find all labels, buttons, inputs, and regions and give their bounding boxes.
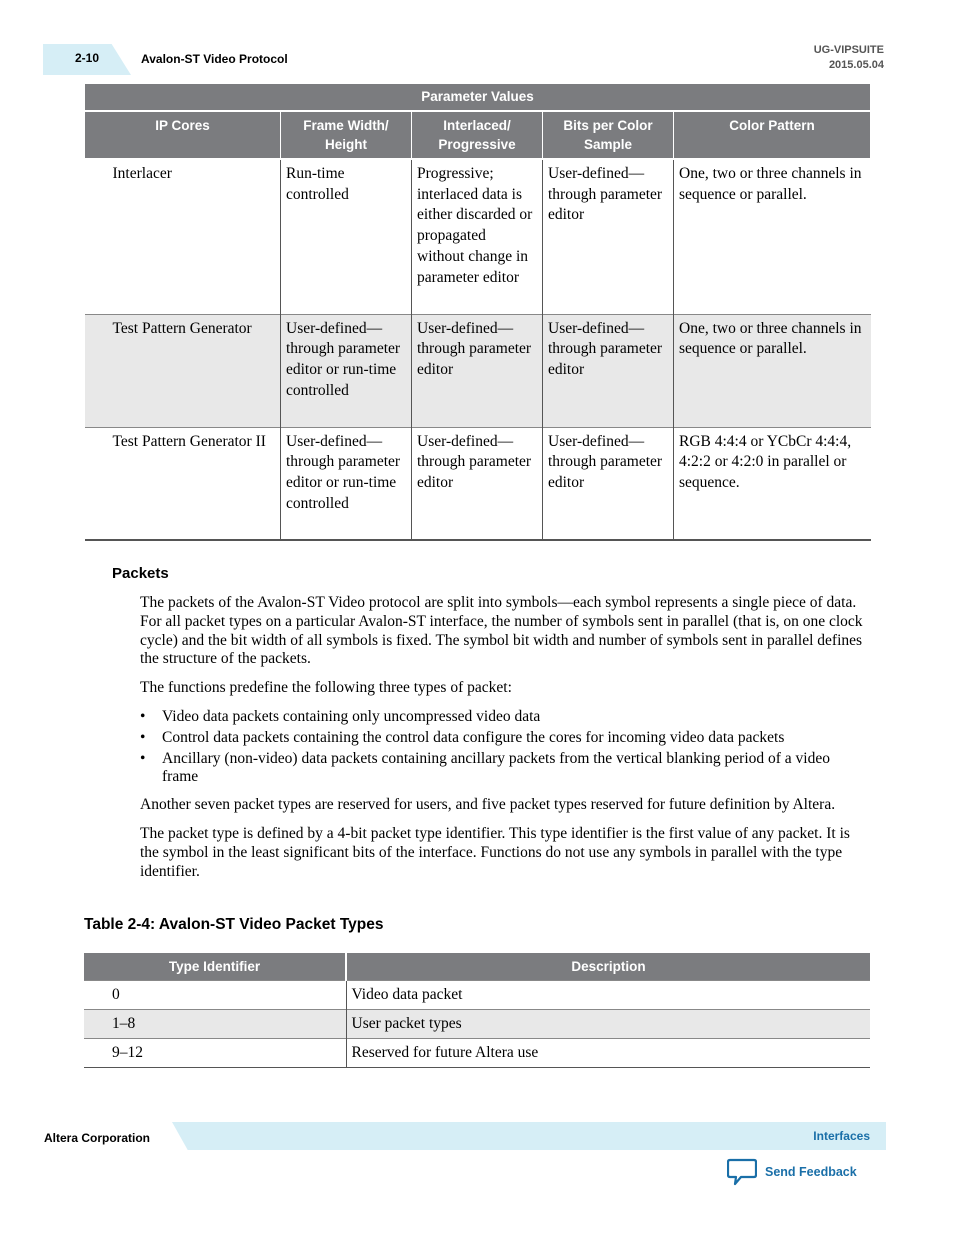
list-item — [140, 729, 864, 748]
list-item-text: Ancillary (non-video) data packets containing ancillary packets from the vertical blanking period of a video frame — [162, 749, 830, 786]
cell-description: Video data packet — [346, 981, 870, 1010]
cell-description: Reserved for future Altera use — [346, 1039, 870, 1068]
cell-frame: User-defined—through parameter editor or run-time controlled — [281, 314, 412, 427]
packets-body — [140, 594, 864, 891]
table-caption: Table 2-4: Avalon-ST Video Packet Types — [84, 916, 384, 933]
cell-bits: User-defined—through parameter editor — [543, 159, 674, 314]
cell-frame: Run-time controlled — [281, 159, 412, 314]
parameter-values-table — [84, 84, 871, 541]
speech-bubble-icon — [727, 1158, 757, 1186]
section-heading: Packets — [112, 565, 169, 582]
paragraph: The packets of the Avalon-ST Video protocol are split into symbols—each symbol represents a single piece of data. For all packet types on a particular Avalon-ST interface, the number of symbols sent in parallel (that is, on one clock cycle) and the bit width of all symbols is fixed. The symbol bit width and number of symbols sent in parallel defines the structure of the packets. — [140, 594, 863, 668]
cell-description: User packet types — [346, 1010, 870, 1039]
page-number: 2-10 — [75, 51, 100, 65]
table-row — [85, 159, 871, 314]
cell-color: One, two or three channels in sequence or parallel. — [674, 314, 871, 427]
cell-type-id: 1–8 — [84, 1010, 346, 1039]
column-header-color: Color Pattern — [674, 111, 871, 159]
company-name: Altera Corporation — [44, 1131, 151, 1145]
bullet-icon: • — [140, 728, 146, 746]
footer-band — [172, 1122, 886, 1150]
cell-type-id: 0 — [84, 981, 346, 1010]
table-row — [84, 1010, 870, 1039]
send-feedback-label[interactable]: Send Feedback — [765, 1165, 857, 1179]
column-header-ip-cores: IP Cores — [85, 111, 281, 159]
bullet-icon: • — [140, 707, 146, 725]
cell-frame: User-defined—through parameter editor or run-time controlled — [281, 427, 412, 540]
send-feedback-button[interactable] — [727, 1158, 857, 1186]
table-row — [84, 1039, 870, 1068]
running-section-title: Avalon-ST Video Protocol — [141, 52, 288, 66]
cell-color: One, two or three channels in sequence or parallel. — [674, 159, 871, 314]
document-id — [814, 43, 884, 73]
cell-type-id: 9–12 — [84, 1039, 346, 1068]
column-header-bits: Bits per Color Sample — [543, 111, 674, 159]
list-item-text: Control data packets containing the control data configure the cores for incoming video data packets — [162, 728, 785, 746]
cell-interlaced: User-defined—through parameter editor — [412, 314, 543, 427]
list-item — [140, 708, 864, 727]
list-item-text: Video data packets containing only uncompressed video data — [162, 707, 541, 725]
interfaces-link[interactable]: Interfaces — [813, 1129, 870, 1143]
packet-types-table — [84, 953, 870, 1068]
cell-bits: User-defined—through parameter editor — [543, 427, 674, 540]
cell-color: RGB 4:4:4 or YCbCr 4:4:4, 4:2:2 or 4:2:0 in parallel or sequence. — [674, 427, 871, 540]
packet-type-list — [140, 708, 864, 787]
column-header-interlaced: Interlaced/ Progressive — [412, 111, 543, 159]
table-row — [84, 981, 870, 1010]
column-header-description: Description — [346, 953, 870, 981]
cell-ip-core: Test Pattern Generator II — [85, 427, 281, 540]
cell-interlaced: User-defined—through parameter editor — [412, 427, 543, 540]
cell-interlaced: Progressive; interlaced data is either discarded or propagated without change in parameter editor — [412, 159, 543, 314]
document-date: 2015.05.04 — [828, 59, 884, 71]
document-code: UG-VIPSUITE — [813, 44, 884, 56]
paragraph: Another seven packet types are reserved for users, and five packet types reserved for future definition by Altera. — [140, 796, 836, 814]
table-row — [85, 314, 871, 427]
bullet-icon: • — [140, 749, 146, 767]
paragraph: The functions predefine the following three types of packet: — [140, 679, 512, 697]
paragraph: The packet type is defined by a 4-bit packet type identifier. This type identifier is the first value of any packet. It is the symbol in the least significant bits of the interface. Functions do not use any symbols in parallel with the type identifier. — [140, 824, 850, 880]
table-row — [85, 427, 871, 540]
column-header-type-identifier: Type Identifier — [84, 953, 346, 981]
cell-bits: User-defined—through parameter editor — [543, 314, 674, 427]
cell-ip-core: Test Pattern Generator — [85, 314, 281, 427]
column-header-frame: Frame Width/ Height — [281, 111, 412, 159]
group-header: Parameter Values — [85, 84, 871, 111]
cell-ip-core: Interlacer — [85, 159, 281, 314]
list-item — [140, 750, 864, 788]
